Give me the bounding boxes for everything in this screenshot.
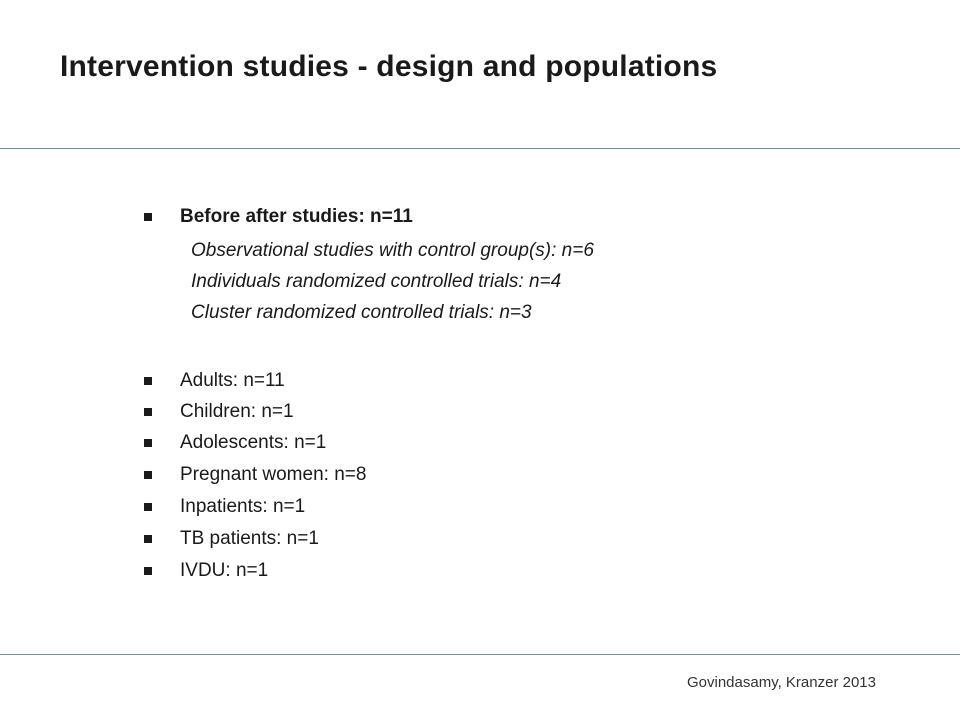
list-item-label: TB patients: n=1 (180, 528, 319, 549)
list-item-label: Pregnant women: n=8 (180, 464, 367, 485)
square-bullet-icon (144, 408, 152, 416)
slide-title: Intervention studies - design and populations (60, 50, 718, 83)
square-bullet-icon (144, 535, 152, 543)
list-item-label: Adolescents: n=1 (180, 432, 327, 453)
square-bullet-icon (144, 377, 152, 385)
bottom-divider (0, 654, 960, 655)
list-item-label: Children: n=1 (180, 401, 294, 422)
list-item-label: Adults: n=11 (180, 370, 285, 391)
top-divider (0, 148, 960, 149)
sub-item: Observational studies with control group(s): n=6 (191, 240, 594, 261)
square-bullet-icon (144, 503, 152, 511)
square-bullet-icon (144, 439, 152, 447)
sub-item: Cluster randomized controlled trials: n=3 (191, 302, 532, 323)
list-item-label: Inpatients: n=1 (180, 496, 306, 517)
square-bullet-icon (144, 471, 152, 479)
list-item-label: IVDU: n=1 (180, 560, 269, 581)
square-bullet-icon (144, 213, 152, 221)
citation-footer: Govindasamy, Kranzer 2013 (687, 674, 876, 691)
list-item-label: Before after studies: n=11 (180, 206, 413, 227)
square-bullet-icon (144, 567, 152, 575)
sub-item: Individuals randomized controlled trials: n=4 (191, 271, 562, 292)
